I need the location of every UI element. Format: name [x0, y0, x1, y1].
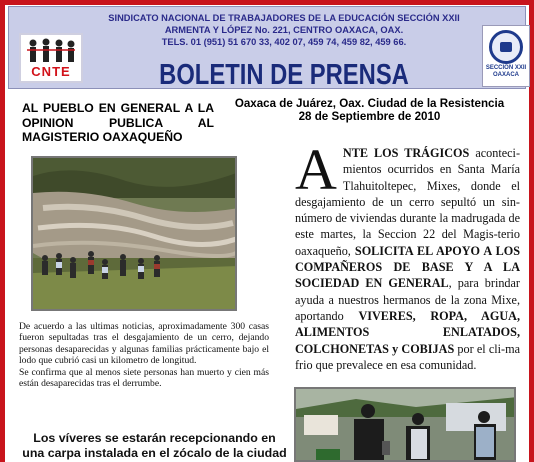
letterhead: [8, 6, 526, 89]
seccion-logo-text: SECCION XXII OAXACA: [485, 65, 527, 78]
seal-icon: [489, 30, 523, 64]
dateline-place: Oaxaca de Juárez, Oax. Ciudad de la Resistencia: [234, 97, 505, 110]
supplies-bold: VIVERES, ROPA, AGUA, ALIMENTOS ENLATADOS, COLCHONETAS y COBIJAS: [295, 308, 520, 356]
collection-point-notice: [17, 431, 292, 461]
assembly-photo: [294, 387, 516, 462]
cnte-logo-text: CNTE: [23, 64, 79, 80]
addressee-heading: AL PUEBLO EN GENERAL A LA OPINION PUBLICA AL MAGISTERIO OAXAQUEÑO: [22, 101, 214, 144]
landslide-photo: [31, 156, 237, 311]
dateline-date: 28 de Septiembre de 2010: [298, 110, 441, 123]
union-phones: TELS. 01 (951) 51 670 33, 402 07, 459 74, 459 82, 459 66.: [161, 37, 407, 47]
body-text: por el cli-ma frio que prevalece en esa comunidad.: [295, 341, 521, 372]
page-title: BOLETIN DE PRENSA: [159, 59, 409, 91]
lead-bold: NTE LOS TRÁGICOS: [342, 146, 470, 160]
snte-seccion-logo: [482, 25, 530, 87]
collection-line: Los víveres se estarán recepcionando en: [33, 431, 276, 445]
landslide-photo-image: [33, 158, 237, 311]
union-name: SINDICATO NACIONAL DE TRABAJADORES DE LA EDUCACIÓN SECCIÓN XXII: [108, 13, 460, 23]
assembly-photo-image: [296, 389, 516, 462]
body-text: aconteci-mientos ocurridos en Santa María Tlahuitoltepec, Mixes, donde el desgajamiento de un cerro sepultó un sin-número de viviendas durante la madrugada de este martes, la Seccion 22 del Magis-terio oaxaqueño,: [295, 146, 521, 258]
caption-paragraph: Se confirma que al menos siete personas han muerto y cien más están desaparecidas tras el derrumbe.: [19, 366, 269, 390]
photo-caption: [19, 321, 269, 389]
drop-cap: A: [295, 137, 337, 202]
appeal-bold: SOLICITA EL APOYO A LOS COMPAÑEROS DE BASE Y A LA SOCIEDAD EN GENERAL: [295, 243, 520, 291]
bulletin-body: [295, 137, 521, 373]
body-text: , para brindar ayuda a nuestros hermanos de la zona Mixe, aportando: [295, 276, 520, 323]
caption-paragraph: De acuerdo a las ultimas noticias, aproximadamente 300 casas fueron sepultadas tras el desgajamiento de un cerro, dejando personas desaparecidas y algunas familias prácticamente bajo el lodo que cubrió casi un kilometro de longitud.: [19, 321, 269, 367]
collection-line: una carpa instalada en el zócalo de la ciudad: [22, 446, 287, 460]
union-address: ARMENTA Y LÓPEZ No. 221, CENTRO OAXACA, OAX.: [164, 25, 404, 35]
protest-figures-icon: [25, 38, 79, 64]
cnte-logo: [19, 33, 83, 83]
